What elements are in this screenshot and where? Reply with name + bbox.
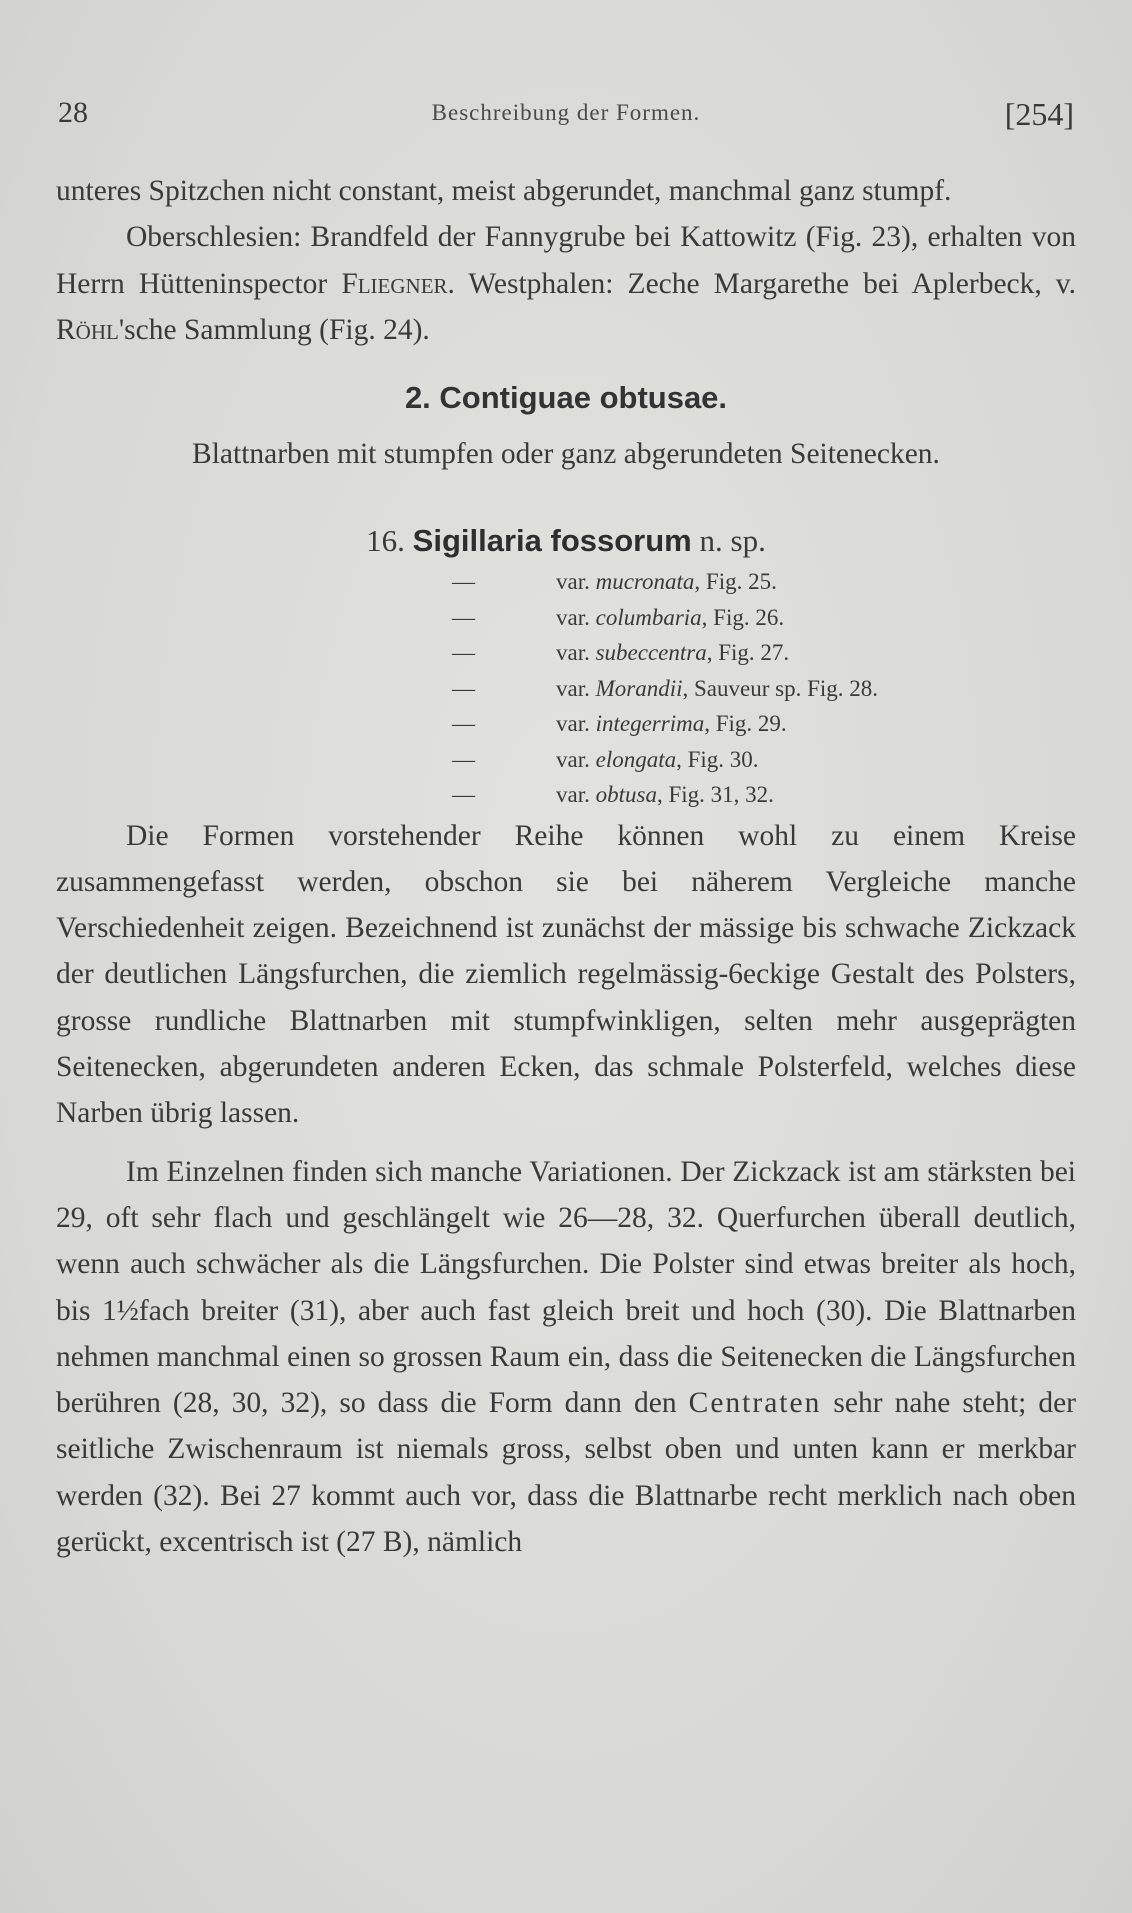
- intro-continuation: unteres Spitzchen nicht constant, meist abgerundet, manchmal ganz stumpf.: [56, 175, 952, 207]
- variety-figure-ref: , Fig. 26.: [701, 604, 785, 630]
- variety-name: Morandii: [595, 675, 683, 701]
- variety-name: integerrima: [595, 711, 705, 737]
- paragraph-1: Die Formen vorstehender Reihe können wohl zu einem Kreise zusammengefasst werden, obschon sie bei näherem Vergleiche manche Verschiedenheit zeigen. Bezeichnend ist zunächst der mässige bis schwache Zickzack der deutlichen Längsfurchen, die ziemlich regelmässig-6eckige Gestalt des Polsters, grosse rundliche Blattnarben mit stumpfwinkligen, selten mehr ausgeprägten Seitenecken, abgerundeten anderen Ecken, das schmale Polsterfeld, welches diese Narben übrig lassen.: [56, 819, 1076, 1130]
- dash: —: [452, 569, 475, 595]
- dash: —: [452, 711, 475, 737]
- variety-prefix: var.: [556, 711, 590, 737]
- collector-name-roehl: Röhl: [56, 313, 119, 346]
- section-heading: 2. Contiguae obtusae.: [404, 380, 728, 416]
- variety-item: [56, 742, 1076, 778]
- variety-figure-ref: , Fig. 31, 32.: [656, 782, 774, 808]
- species-heading: [56, 518, 1076, 564]
- dash: —: [452, 675, 475, 701]
- locality-text-3: 'sche Sammlung (Fig. 24).: [118, 313, 430, 346]
- species-suffix: n. sp.: [699, 522, 766, 558]
- variety-list: [56, 564, 1076, 813]
- dash: —: [452, 782, 475, 808]
- locality-paragraph: [56, 214, 1076, 353]
- variety-name: columbaria: [595, 604, 702, 630]
- variety-item: [56, 671, 1076, 707]
- paragraph-2-text-a: Im Einzelnen finden sich manche Variationen. Der Zickzack ist am stärksten bei 29, oft sehr flach und geschlängelt wie 26—28, 32. Querfurchen überall deutlich, wenn auch schwächer als die Längsfurchen. Die Polster sind etwas breiter als hoch, bis 1½fach breiter (31), aber auch fast gleich breit und hoch (30). Die Blattnarben nehmen manchmal einen so grossen Raum ein, dass die Seitenecken die Längsfurchen berühren (28, 30, 32), so dass die Form dann den: [56, 1155, 1076, 1420]
- page-header: [58, 96, 1074, 136]
- bracket-page-number: [254]: [1004, 96, 1074, 132]
- dash: —: [452, 604, 475, 630]
- variety-name: mucronata: [595, 569, 695, 595]
- variety-item: [56, 564, 1076, 600]
- spaced-term-centraten: Centraten: [688, 1387, 822, 1420]
- species-name: Sigillaria fossorum: [412, 522, 692, 558]
- variety-figure-ref: , Fig. 25.: [694, 569, 777, 595]
- variety-prefix: var.: [556, 675, 590, 701]
- running-title: Beschreibung der Formen.: [431, 100, 701, 125]
- locality-text-1: Oberschlesien: Brandfeld der Fannygrube bei Kattowitz (Fig. 23), erhalten von Herrn Hütteninspector: [56, 221, 1076, 300]
- dash: —: [452, 640, 475, 666]
- locality-text-2: . Westphalen: Zeche Margarethe bei Aplerbeck, v.: [447, 267, 1077, 300]
- variety-name: elongata: [595, 746, 677, 772]
- section-description: Blattnarben mit stumpfen oder ganz abgerundeten Seitenecken.: [192, 438, 940, 471]
- variety-figure-ref: , Fig. 27.: [706, 640, 790, 666]
- variety-item: [56, 706, 1076, 742]
- paragraph-gap: [56, 1137, 1076, 1149]
- page-body: [56, 168, 1076, 1565]
- variety-item: [56, 777, 1076, 813]
- variety-prefix: var.: [556, 640, 590, 666]
- variety-item: [56, 600, 1076, 636]
- species-number: 16.: [366, 522, 405, 558]
- collector-name-fliegner: Fliegner: [341, 267, 448, 300]
- variety-item: [56, 635, 1076, 671]
- variety-name: obtusa: [595, 782, 657, 808]
- variety-prefix: var.: [556, 782, 590, 808]
- page-number: 28: [58, 96, 88, 129]
- variety-figure-ref: , Sauveur sp. Fig. 28.: [682, 675, 878, 701]
- variety-figure-ref: , Fig. 29.: [704, 711, 787, 737]
- dash: —: [452, 746, 475, 772]
- variety-prefix: var.: [556, 604, 590, 630]
- variety-prefix: var.: [556, 569, 590, 595]
- variety-figure-ref: , Fig. 30.: [676, 746, 759, 772]
- paragraph-2: [56, 1149, 1076, 1566]
- variety-name: subeccentra: [595, 640, 707, 666]
- paragraph-2-text-b: sehr nahe steht; der seitliche Zwischenraum ist niemals gross, selbst oben und unten kann er merkbar werden (32). Bei 27 kommt auch vor, dass die Blattnarbe recht merklich nach oben gerückt, excentrisch ist (27 B), nämlich: [56, 1387, 1077, 1559]
- variety-prefix: var.: [556, 746, 590, 772]
